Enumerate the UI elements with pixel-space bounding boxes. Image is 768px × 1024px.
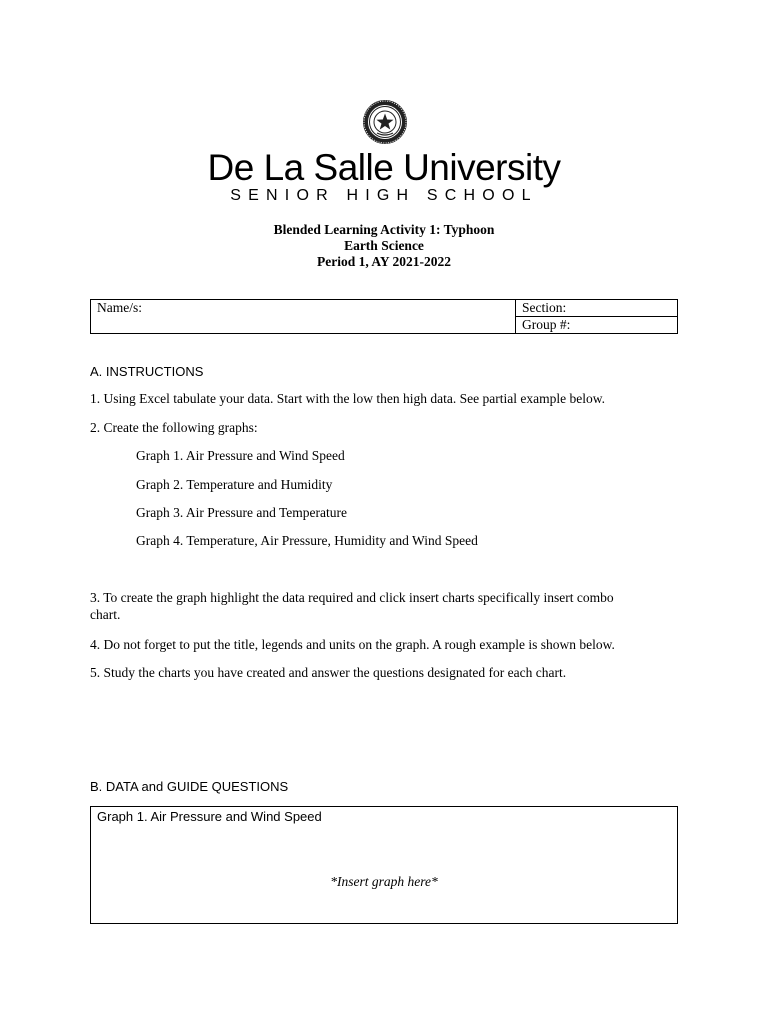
names-label: Name/s: (97, 300, 142, 315)
instruction-item-5: 5. Study the charts you have created and answer the questions designated for each chart. (90, 665, 567, 680)
graph-list-item: Graph 4. Temperature, Air Pressure, Humidity and Wind Speed (136, 533, 478, 548)
graph-list-item: Graph 3. Air Pressure and Temperature (136, 505, 347, 520)
subject-title: Earth Science (344, 238, 424, 253)
instruction-item-2: 2. Create the following graphs: (90, 420, 258, 435)
graph-list-item: Graph 2. Temperature and Humidity (136, 477, 333, 492)
activity-title: Blended Learning Activity 1: Typhoon (273, 222, 495, 237)
graph-list-item: Graph 1. Air Pressure and Wind Speed (136, 448, 345, 463)
instructions-heading: A. INSTRUCTIONS (90, 364, 204, 379)
instruction-item-3-line-1: 3. To create the graph highlight the data required and click insert charts specifically insert combo (90, 590, 614, 605)
group-label: Group #: (522, 317, 571, 332)
instruction-item-4: 4. Do not forget to put the title, legends and units on the graph. A rough example is shown below. (90, 637, 615, 652)
period-title: Period 1, AY 2021-2022 (317, 254, 451, 269)
university-seal-logo (362, 99, 408, 145)
section-label: Section: (522, 300, 567, 315)
instruction-item-1: 1. Using Excel tabulate your data. Start with the low then high data. See partial example below. (90, 391, 605, 406)
section-field[interactable] (516, 300, 678, 317)
insert-graph-placeholder: *Insert graph here* (330, 874, 438, 889)
graph-box-title: Graph 1. Air Pressure and Wind Speed (97, 809, 322, 824)
school-name: SENIOR HIGH SCHOOL (230, 187, 538, 204)
data-section-heading: B. DATA and GUIDE QUESTIONS (90, 779, 289, 794)
student-info-table (90, 299, 678, 334)
names-field[interactable] (91, 300, 516, 334)
group-field[interactable] (516, 317, 678, 334)
instruction-item-3-line-2: chart. (90, 607, 121, 622)
graph-1-box[interactable] (90, 806, 678, 924)
university-name: De La Salle University (207, 147, 561, 188)
